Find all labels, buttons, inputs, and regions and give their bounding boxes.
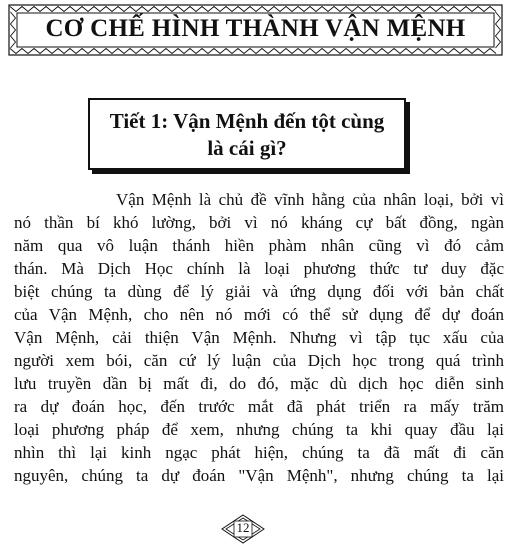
body-line: nó thần bí khó lường, bởi vì nó kháng cự bất đồng, ngàn (14, 213, 504, 232)
body-line: Vận Mệnh, cải thiện Vận Mệnh. Nhưng vì tập tục xấu của (14, 328, 504, 347)
body-line: Vận Mệnh là chủ đề vĩnh hằng của nhân loại, bởi vì (116, 190, 504, 209)
chapter-header (8, 4, 503, 56)
section-heading-line-1: Tiết 1: Vận Mệnh đến tột cùng (109, 109, 385, 133)
body-line: năm qua vô luận thánh hiền phàm nhân cũng vì đó cảm (14, 236, 504, 255)
body-line: nhìn thì lại kinh ngạc phát hiện, chúng ta đã mất đi căn (14, 443, 504, 462)
body-line: lưu truyền dần bị mất đi, do đó, mặc dù dịch học diễn sinh (14, 374, 504, 393)
page-number: 12 (236, 520, 250, 535)
section-heading (88, 98, 406, 170)
body-line: biệt chúng ta dùng để lý giải và ứng dụng đối với bản chất (14, 282, 504, 301)
body-line: ra dự đoán học, đến trước mắt đã phát triển ra mấy trăm (14, 397, 504, 416)
body-line: thán. Mà Dịch Học chính là loại phương thức tư duy đặc (14, 259, 504, 278)
body-line: người xem bói, căn cứ lý luận của Dịch học trong quá trình (14, 351, 504, 370)
body-paragraph (14, 188, 504, 487)
body-line: nguyên, chúng ta dự đoán "Vận Mệnh", nhưng chúng ta lại (14, 466, 504, 485)
body-line: của Vận Mệnh, cho nên nó mới có thể sử dụng để dự đoán (14, 305, 504, 324)
chapter-title: CƠ CHẾ HÌNH THÀNH VẬN MỆNH (45, 15, 466, 42)
section-heading-line-2: là cái gì? (207, 136, 287, 160)
page-number-ornament (221, 514, 265, 544)
body-line: loại phương pháp để xem, nhưng chúng ta khi quay đầu lại (14, 420, 504, 439)
